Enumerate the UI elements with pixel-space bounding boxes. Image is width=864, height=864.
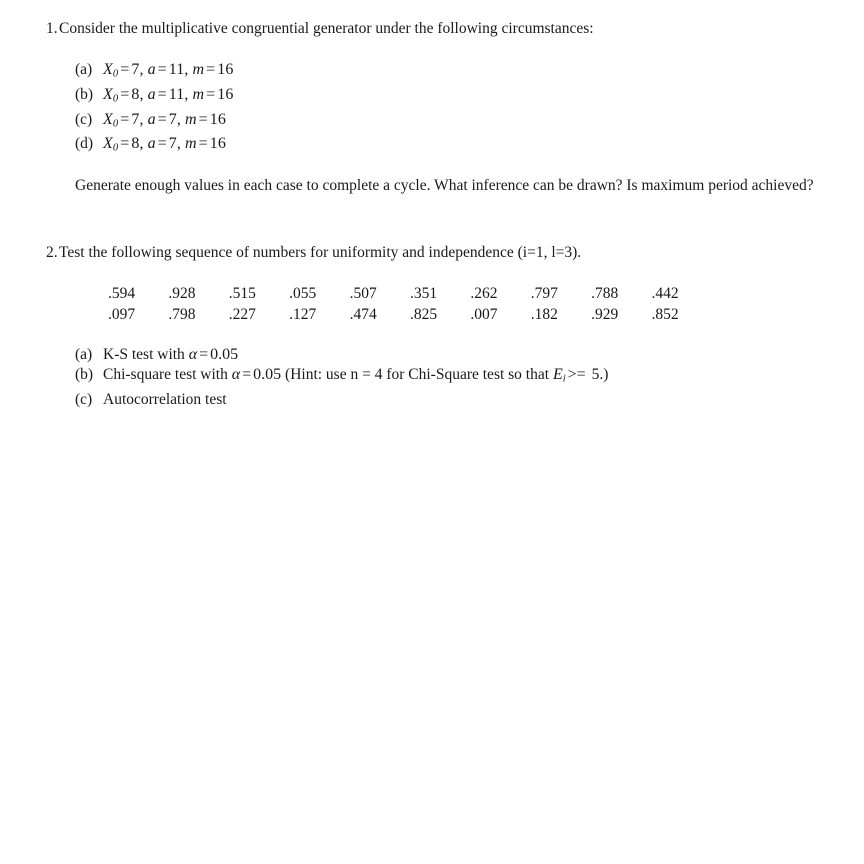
table-row: [108, 304, 834, 325]
alpha-value: 0.05: [210, 345, 239, 363]
x0-symbol: X: [103, 110, 113, 128]
x0-subscript: 0: [112, 68, 119, 80]
number-cell: .594: [108, 284, 136, 302]
problem-1-statement: Consider the multiplicative congruential generator under the following circumstances:: [59, 20, 594, 37]
m-value: 16: [217, 85, 234, 103]
number-cell: .928: [168, 284, 196, 302]
problem-2-sub-list: [30, 345, 834, 411]
item-letter: (c): [75, 110, 93, 128]
a-value: 11,: [168, 85, 189, 103]
number-cell: .507: [349, 284, 377, 302]
problem-2-heading: [30, 242, 834, 263]
greater-equal-operator: >=: [567, 366, 586, 384]
number-cell: .182: [530, 305, 558, 323]
problem-1-sub-list: [30, 60, 834, 159]
item-letter: (b): [75, 366, 94, 384]
problem-2: [30, 242, 834, 411]
m-value: 16: [217, 61, 234, 78]
number-cell: .127: [289, 305, 317, 323]
number-cell: .797: [530, 284, 558, 302]
item-text: Autocorrelation test: [103, 391, 227, 409]
problem-1-heading: [30, 18, 834, 39]
spacer: [30, 197, 834, 242]
x0-value: 8,: [131, 85, 144, 103]
equals-sign-2: =: [157, 135, 167, 153]
problem-1-number: 1.: [46, 20, 58, 37]
x0-symbol: X: [103, 85, 113, 103]
problem-1-item-a: [30, 60, 834, 85]
spacer: [30, 325, 834, 345]
item-equation: [103, 110, 834, 135]
spacer: [30, 39, 834, 60]
random-number-table: [30, 283, 834, 325]
x0-value: 7,: [131, 61, 144, 78]
m-value: 16: [209, 110, 226, 128]
item-letter: (b): [75, 85, 94, 103]
problem-1-item-c: [30, 110, 834, 135]
expected-symbol: E: [552, 366, 563, 384]
problem-2-statement: Test the following sequence of numbers for uniformity and independence (i=1, l=3).: [59, 243, 582, 261]
number-cell: .929: [591, 305, 619, 323]
x0-symbol: X: [103, 61, 113, 78]
number-cell: .007: [470, 305, 498, 323]
problem-1-item-b: [30, 85, 834, 110]
m-symbol: m: [192, 61, 205, 78]
x0-symbol: X: [103, 135, 113, 153]
a-symbol: a: [147, 61, 156, 78]
equals-sign-1: =: [120, 61, 130, 78]
expected-subscript: i: [562, 373, 566, 385]
a-symbol: a: [147, 85, 156, 103]
item-letter: (c): [75, 391, 93, 409]
hint-tail: 5.): [591, 366, 609, 384]
m-value: 16: [209, 135, 226, 153]
equals-sign-2: =: [157, 61, 167, 78]
m-symbol: m: [184, 135, 197, 153]
number-cell: .515: [228, 284, 256, 302]
alpha-value: 0.05: [253, 366, 282, 384]
problem-1-closing-paragraph: Generate enough values in each case to complete a cycle. What inference can be drawn? Is maximum period achieved?: [75, 177, 814, 195]
item-letter: (a): [75, 345, 93, 363]
m-symbol: m: [184, 110, 197, 128]
equals-sign: =: [242, 366, 252, 384]
item-letter: (d): [75, 135, 94, 153]
equals-sign-1: =: [120, 85, 130, 103]
equals-sign: =: [199, 345, 209, 363]
a-symbol: a: [147, 135, 156, 153]
equals-sign-3: =: [198, 135, 208, 153]
number-cell: .262: [470, 284, 498, 302]
item-equation: [103, 85, 834, 110]
number-cell: .442: [651, 284, 679, 302]
x0-subscript: 0: [112, 142, 119, 154]
number-cell: .227: [228, 305, 256, 323]
a-value: 11,: [168, 61, 189, 78]
problem-2-item-a: [30, 345, 834, 366]
ks-test-label: K-S test with: [103, 345, 189, 363]
alpha-symbol: α: [231, 366, 241, 384]
number-cell: .788: [591, 284, 619, 302]
item-letter: (a): [75, 61, 93, 78]
item-equation: [103, 134, 834, 159]
problem-2-item-c: [30, 390, 834, 411]
equals-sign-2: =: [157, 110, 167, 128]
alpha-symbol: α: [188, 345, 198, 363]
equals-sign-1: =: [120, 135, 130, 153]
item-text: [103, 365, 834, 390]
problem-1-item-d: [30, 134, 834, 159]
x0-subscript: 0: [112, 93, 119, 105]
equals-sign-1: =: [120, 110, 130, 128]
a-symbol: a: [147, 110, 156, 128]
x0-subscript: 0: [112, 117, 119, 129]
number-cell: .097: [108, 305, 136, 323]
hint-text: (Hint: use n = 4 for Chi-Square test so that: [281, 366, 553, 384]
equals-sign-3: =: [206, 61, 216, 78]
equals-sign-2: =: [157, 85, 167, 103]
number-cell: .852: [651, 305, 679, 323]
number-cell: .825: [409, 305, 438, 323]
number-cell: .351: [409, 284, 438, 302]
number-cell: .055: [289, 284, 317, 302]
spacer: [30, 263, 834, 283]
problem-1: [30, 18, 834, 197]
a-value: 7,: [168, 135, 181, 153]
number-cell: .798: [168, 305, 196, 323]
x0-value: 7,: [131, 110, 144, 128]
a-value: 7,: [168, 110, 181, 128]
number-cell: .474: [349, 305, 377, 323]
table-row: [108, 283, 834, 304]
x0-value: 8,: [131, 135, 144, 153]
equals-sign-3: =: [198, 110, 208, 128]
problem-2-number: 2.: [46, 243, 58, 261]
problem-2-item-b: [30, 365, 834, 390]
item-equation: [103, 60, 834, 85]
spacer: [30, 159, 834, 175]
m-symbol: m: [192, 85, 205, 103]
equals-sign-3: =: [206, 85, 216, 103]
chi-square-label: Chi-square test with: [103, 366, 232, 384]
item-text: [103, 345, 834, 366]
